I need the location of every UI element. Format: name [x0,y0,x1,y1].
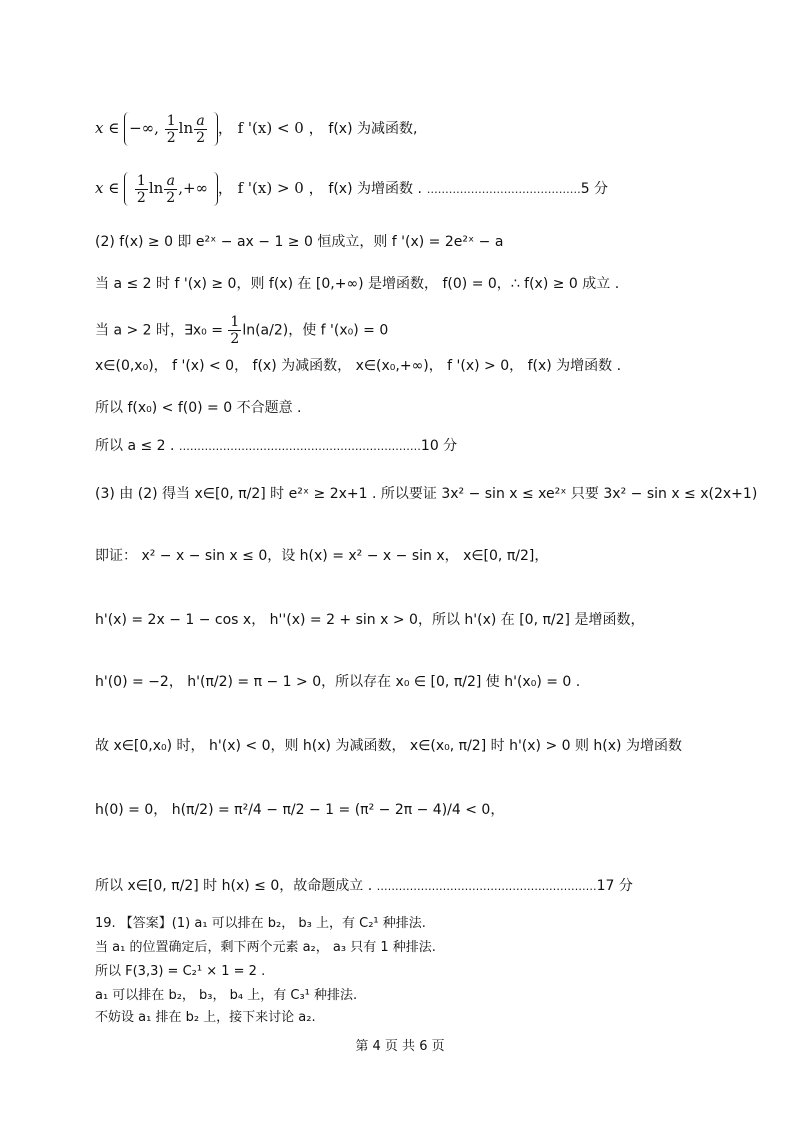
leader-dots: …………………………………… [426,183,581,196]
conclusion-text: f(x) 为增函数 . [328,181,422,197]
derivative-condition: f '(x) > 0 [237,179,304,197]
part3-statement: (3) 由 (2) 得当 x∈[0, π/2] 时 e²ˣ ≥ 2x+1 . 所以要证 3x² − sin x ≤ xe²ˣ 只要 3x² − sin x ≤ x(2x+1) [95,486,758,502]
line-monotonic-intervals: x∈(0,x₀)， f '(x) < 0， f(x) 为减函数， x∈(x₀,+∞)， f '(x) > 0， f(x) 为增函数 . [95,358,622,374]
line-h-values: h(0) = 0， h(π/2) = π²/4 − π/2 − 1 = (π² − 2π − 4)/4 < 0， [95,802,505,818]
q19-line-1: 19. 【答案】(1) a₁ 可以排在 b₂， b₃ 上，有 C₂¹ 种排法. [95,916,426,931]
q19-line-4: a₁ 可以排在 b₂， b₃， b₄ 上，有 C₃¹ 种排法. [95,988,358,1003]
line-final-conclusion: 所以 x∈[0, π/2] 时 h(x) ≤ 0，故命题成立 . ……………………………………………………17 分 [95,878,633,894]
score-10: 10 分 [420,438,458,454]
line-case-a-le-2: 当 a ≤ 2 时 f '(x) ≥ 0，则 f(x) 在 [0,+∞) 是增函数， f(0) = 0，∴ f(x) ≥ 0 成立 . [95,276,620,292]
line-h-monotonic: 故 x∈[0,x₀) 时， h'(x) < 0，则 h(x) 为减函数， x∈(x₀, π/2] 时 h'(x) > 0 则 h(x) 为增函数 [95,738,682,754]
page-footer: 第 4 页 共 6 页 [355,1039,445,1054]
line-h-prime-values: h'(0) = −2， h'(π/2) = π − 1 > 0，所以存在 x₀ ∈ [0, π/2] 使 h'(x₀) = 0 . [95,674,581,690]
derivative-condition: f '(x) < 0 [237,119,304,137]
line-domain-decreasing: x ∈ −∞, $\frac{1}{2}$ ln $\frac{a}{2}$ ， f '(x) < 0 ， f(x) 为减函数, [95,112,418,146]
line-contradiction: 所以 f(x₀) < f(0) = 0 不合题意 . [95,400,302,416]
line-case-a-gt-2: 当 a > 2 时，∃x₀ = $\frac{1}{2}$ ln(a/2)，使 f '(x₀) = 0 [95,314,389,347]
line-conclusion-a: 所以 a ≤ 2 . …………………………………………………………10 分 [95,438,458,454]
q19-line-5: 不妨设 a₁ 排在 b₂ 上，接下来讨论 a₂. [95,1010,316,1025]
q19-line-3: 所以 F(3,3) = C₂¹ × 1 = 2 . [95,964,266,979]
part2-header: (2) f(x) ≥ 0 即 e²ˣ − ax − 1 ≥ 0 恒成立，则 f '(x) = 2e²ˣ − a [95,234,504,250]
score-5: 5 分 [580,181,609,197]
conclusion-text: f(x) 为减函数, [328,121,418,137]
score-17: 17 分 [596,878,633,894]
q19-line-2: 当 a₁ 的位置确定后，剩下两个元素 a₂， a₃ 只有 1 种排法. [95,940,436,955]
line-h-derivatives: h'(x) = 2x − 1 − cos x， h''(x) = 2 + sin x > 0，所以 h'(x) 在 [0, π/2] 是增函数， [95,612,645,628]
line-domain-increasing: x ∈ $\frac{1}{2}$ ln $\frac{a}{2}$ ,+∞ ， f '(x) > 0 ， f(x) 为增函数 . ……………………………………5 分 [95,172,609,206]
line-define-h: 即证： x² − x − sin x ≤ 0，设 h(x) = x² − x − sin x， x∈[0, π/2]， [95,548,549,564]
